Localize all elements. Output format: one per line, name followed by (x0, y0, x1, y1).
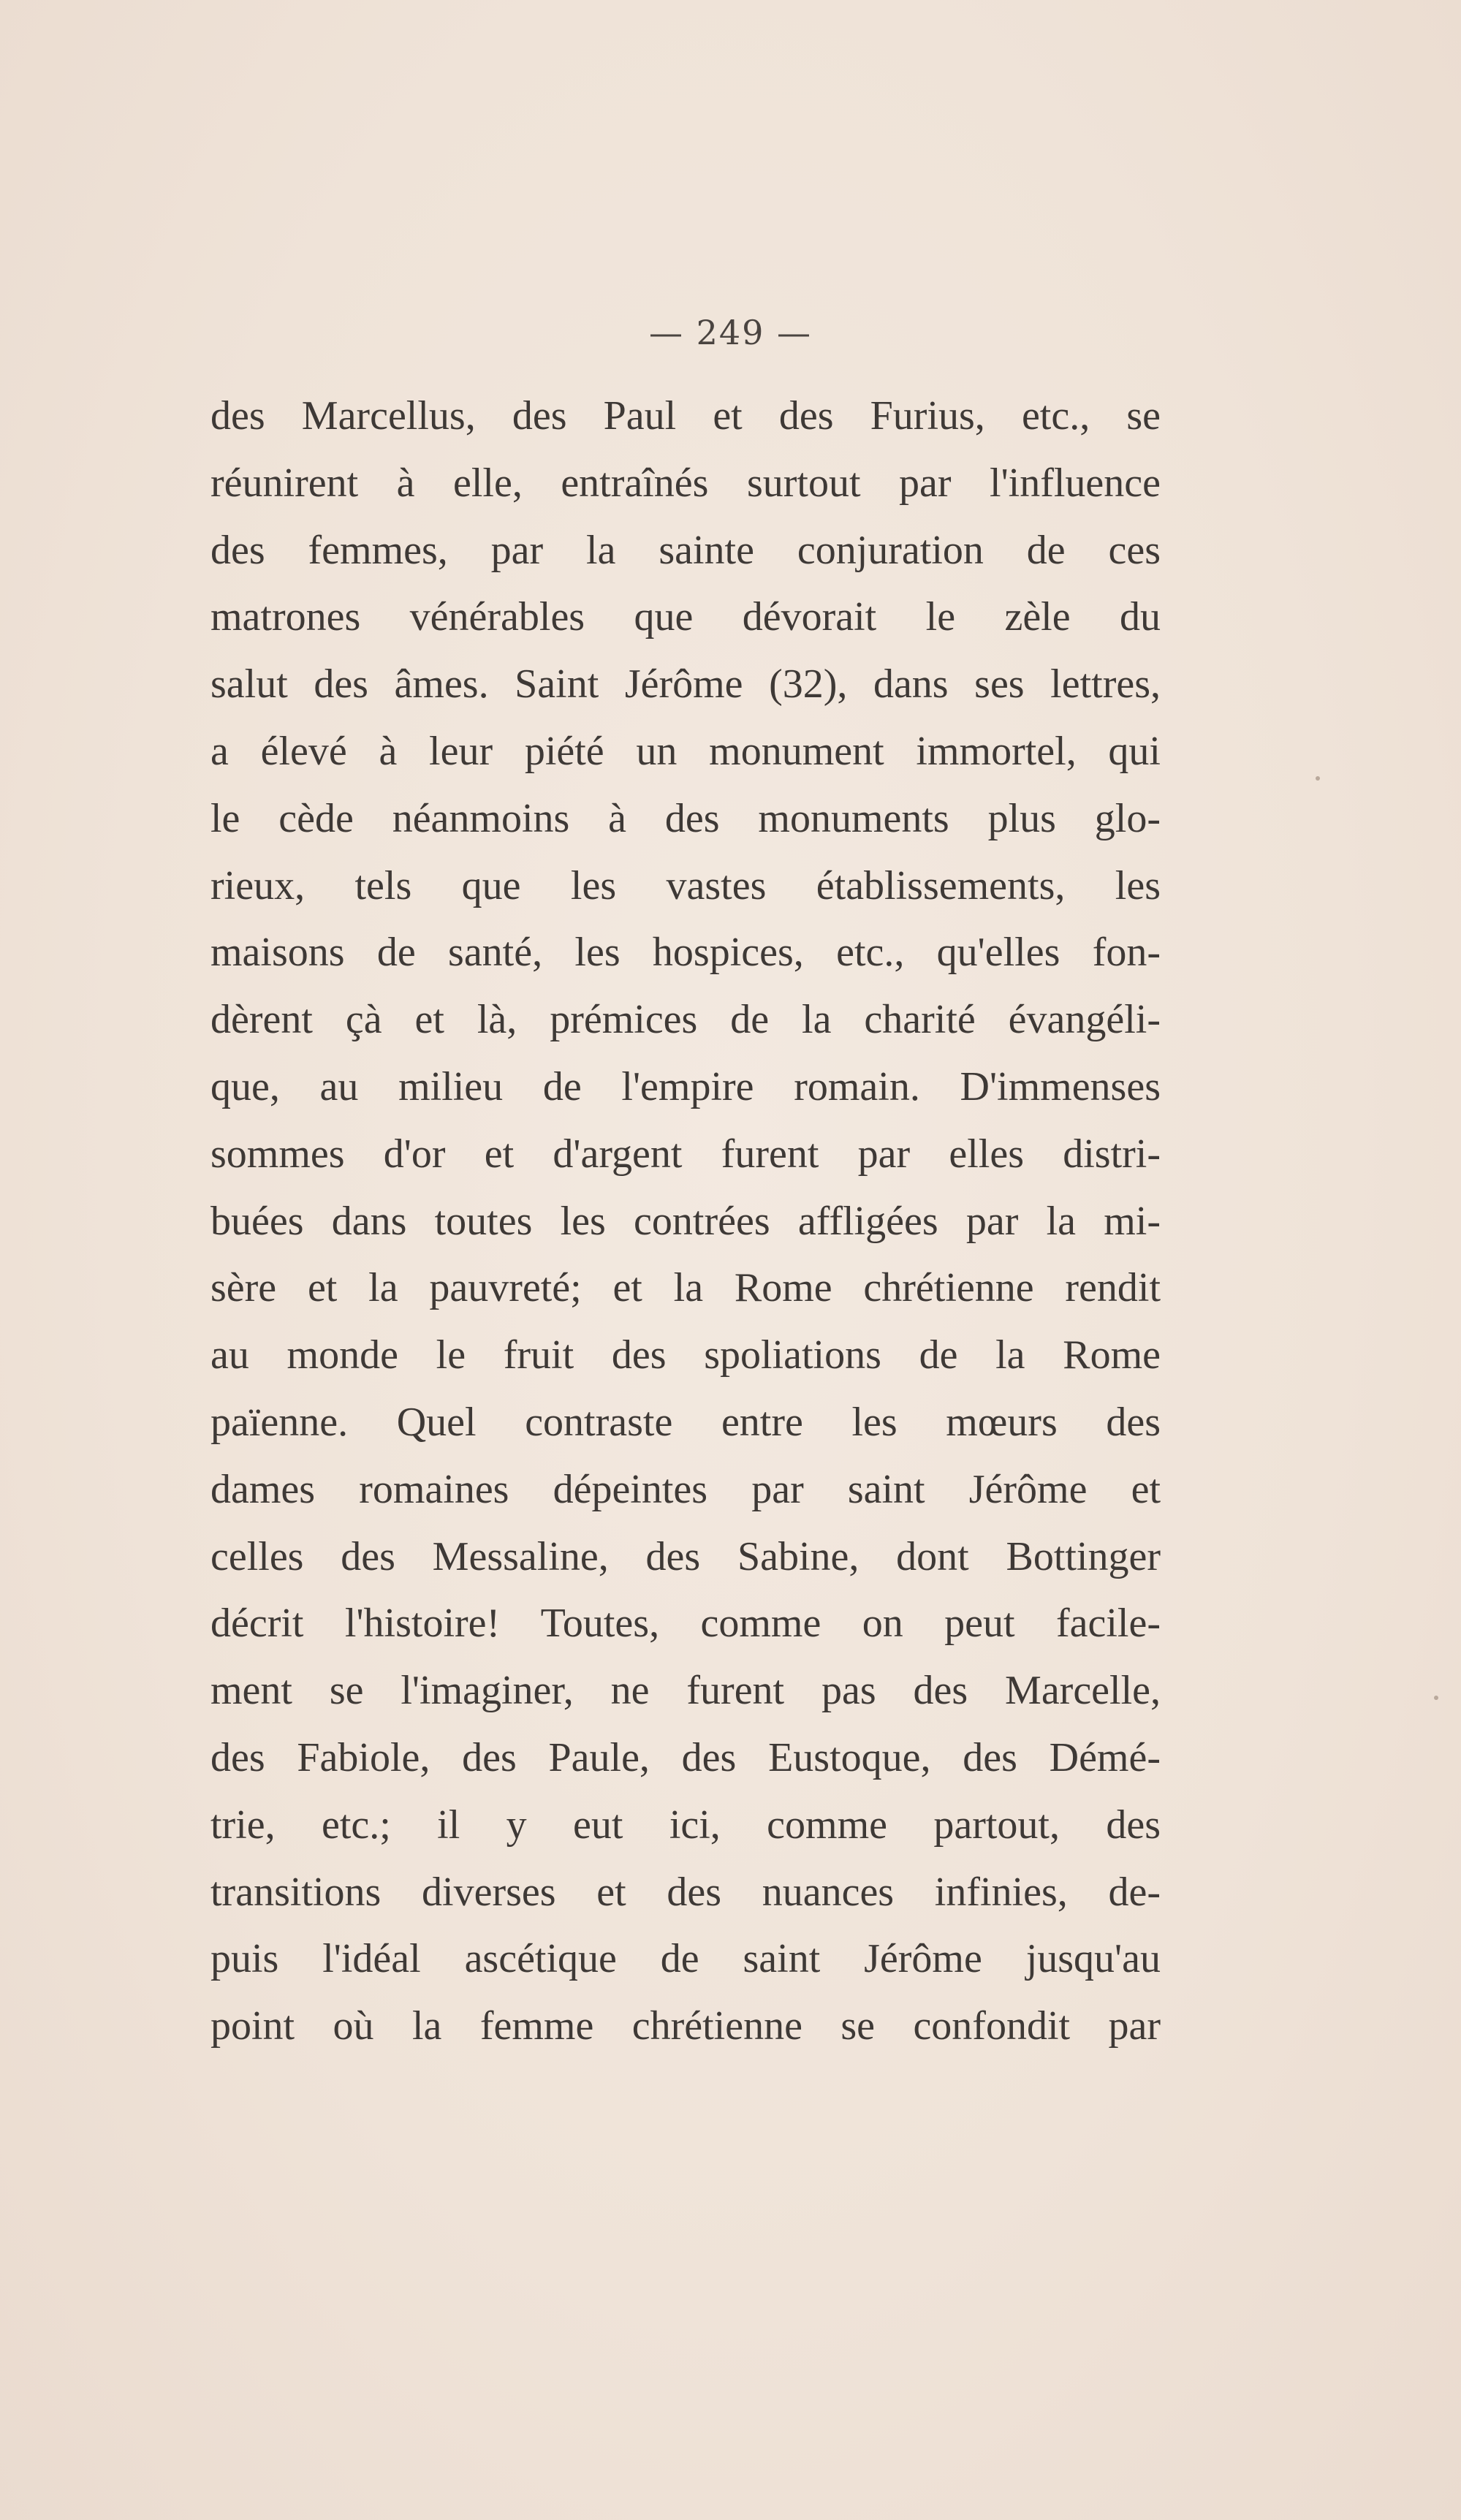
text-line: a élevé à leur piété un monument immortel, qui (210, 728, 1161, 774)
text-line: païenne. Quel contraste entre les mœurs des (210, 1399, 1161, 1445)
text-line: sommes d'or et d'argent furent par elles distri- (210, 1131, 1161, 1177)
text-line: réunirent à elle, entraînés surtout par l'influence (210, 460, 1161, 506)
text-line: dames romaines dépeintes par saint Jérôme et (210, 1466, 1161, 1512)
text-line: transitions diverses et des nuances infinies, de- (210, 1869, 1161, 1915)
text-line: trie, etc.; il y eut ici, comme partout, des (210, 1802, 1161, 1848)
text-line: salut des âmes. Saint Jérôme (32), dans ses lettres, (210, 661, 1161, 707)
text-line: maisons de santé, les hospices, etc., qu'elles fon- (210, 930, 1161, 976)
text-line: des femmes, par la sainte conjuration de ces (210, 527, 1161, 573)
text-line: matrones vénérables que dévorait le zèle du (210, 594, 1161, 640)
page-number: — 249 — (648, 313, 813, 352)
text-line: rieux, tels que les vastes établissements, les (210, 862, 1161, 908)
body-text (210, 383, 1161, 2060)
text-line: au monde le fruit des spoliations de la Rome (210, 1332, 1161, 1378)
text-line: des Fabiole, des Paule, des Eustoque, des Démé- (210, 1734, 1161, 1780)
text-line: que, au milieu de l'empire romain. D'immenses (210, 1063, 1161, 1109)
text-line: ment se l'imaginer, ne furent pas des Marcelle, (210, 1668, 1161, 1714)
paper-speck (1316, 776, 1320, 781)
text-line: des Marcellus, des Paul et des Furius, etc., se (210, 393, 1161, 439)
text-line: décrit l'histoire! Toutes, comme on peut facile- (210, 1601, 1161, 1647)
text-line: dèrent çà et là, prémices de la charité évangéli- (210, 997, 1161, 1043)
text-line: le cède néanmoins à des monuments plus glo- (210, 795, 1161, 841)
text-line: point où la femme chrétienne se confondit par (210, 2003, 1161, 2049)
text-line: sère et la pauvreté; et la Rome chrétienne rendit (210, 1265, 1161, 1311)
text-line: buées dans toutes les contrées affligées par la mi- (210, 1198, 1161, 1244)
text-line: puis l'idéal ascétique de saint Jérôme jusqu'au (210, 1936, 1161, 1982)
text-line: celles des Messaline, des Sabine, dont Bottinger (210, 1533, 1161, 1579)
paper-speck (1434, 1696, 1438, 1700)
